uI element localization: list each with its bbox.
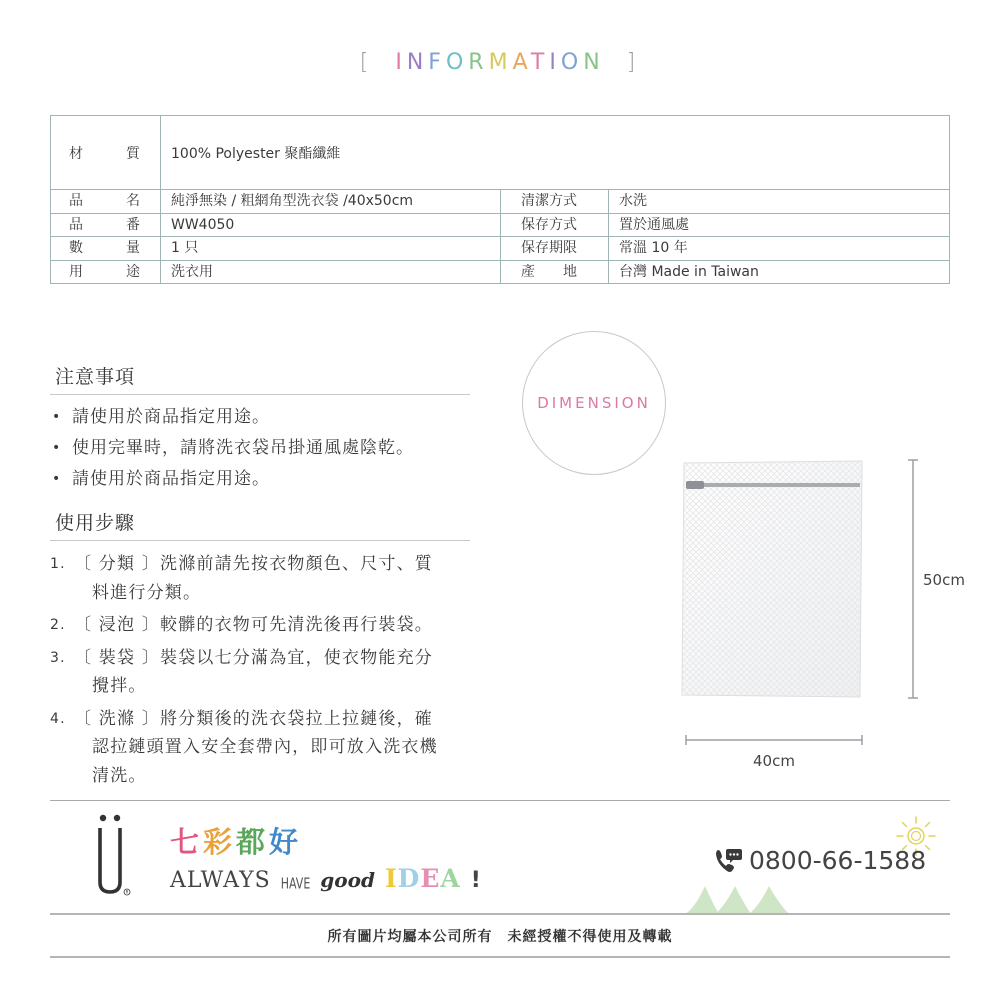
rainbow-char-1: 彩 [203,825,237,859]
step-number: 3. [50,649,66,666]
information-letter-5: M [488,50,513,75]
spec-label: 用 途 [51,261,161,284]
list-item: • 請使用於商品指定用途。 [52,464,414,495]
spec-label: 品 番 [51,214,161,237]
notes-list [52,402,414,495]
list-item: 4. 〔 洗滌 〕將分類後的洗衣袋拉上拉鏈後，確 認拉鏈頭置入安全套帶內，即可放入洗衣機 清洗。 [50,705,480,791]
spec-label: 材 質 [51,116,161,189]
spec-label: 數 量 [51,237,161,260]
idea-letter-3: A [440,864,461,893]
rainbow-char-2: 都 [236,825,270,859]
list-item: • 請使用於商品指定用途。 [52,402,414,433]
information-letter-3: O [445,50,469,75]
information-header [0,50,1000,75]
rainbow-slogan [170,820,302,861]
spec-row [51,213,949,237]
footer-divider-bottom [50,956,950,958]
spec-row-material [51,116,949,189]
steps-list [50,550,480,794]
information-letter-4: R [468,50,489,75]
spec-table [50,115,950,284]
tagline-good: good [320,868,375,892]
footer-divider-top [50,800,950,801]
bullet-icon: • [52,471,62,487]
footer-divider-mid [50,913,950,915]
width-label: 40cm [753,752,795,770]
brand-logo-icon [92,812,132,898]
information-letter-10: N [583,50,605,75]
list-item: 3. 〔 裝袋 〕裝袋以七分滿為宜，使衣物能充分 攪拌。 [50,644,480,701]
laundry-bag-image [678,459,866,699]
height-dimension-line [905,459,921,699]
dimension-title: DIMENSION [537,394,651,412]
spec-label-2: 保存方式 [501,214,609,237]
spec-label-2: 保存期限 [501,237,609,260]
information-letter-1: N [406,50,429,75]
tagline-bang: ! [470,868,481,893]
svg-text:R: R [125,889,129,895]
spec-row [51,189,949,213]
information-letter-6: A [512,50,531,75]
step-number: 4. [50,710,66,727]
spec-value-2: 置於通風處 [619,216,689,233]
information-title [395,50,604,75]
information-letter-0: I [395,50,407,75]
spec-value-2: 台灣 Made in Taiwan [619,263,759,280]
spec-value: 純淨無染 / 粗網角型洗衣袋 /40x50cm [161,190,501,213]
information-letter-2: F [428,50,446,75]
spec-value: 1 只 [161,237,501,260]
idea-letter-0: I [384,864,398,893]
rainbow-char-3: 好 [269,825,303,859]
spec-value: 洗衣用 [161,261,501,284]
steps-divider [50,540,470,541]
phone-icon [713,847,743,875]
spec-label: 品 名 [51,190,161,213]
information-letter-8: I [549,50,561,75]
hills-decoration-icon [685,880,800,914]
phone-contact[interactable] [713,846,926,875]
copyright-notice: 所有圖片均屬本公司所有 未經授權不得使用及轉載 [327,929,673,945]
idea-letter-2: E [420,864,441,893]
spec-label-2: 產 地 [501,261,609,284]
list-item: 1. 〔 分類 〕洗滌前請先按衣物顏色、尺寸、質 料進行分類。 [50,550,480,607]
bracket-close: ] [626,50,641,75]
list-item: 2. 〔 浸泡 〕較髒的衣物可先清洗後再行裝袋。 [50,611,480,640]
dimension-badge [522,331,666,475]
rainbow-char-0: 七 [170,825,204,859]
notes-divider [50,394,470,395]
bracket-open: [ [359,50,374,75]
information-letter-9: O [560,50,584,75]
spec-label-2: 清潔方式 [501,190,609,213]
step-number: 1. [50,556,66,572]
tagline-always: ALWAYS [170,868,271,893]
notes-title: 注意事項 [55,366,136,388]
spec-value: WW4050 [161,214,501,237]
steps-title: 使用步驟 [55,512,136,534]
idea-letter-1: D [397,864,421,893]
step-number: 2. [50,617,66,633]
spec-value: 100% Polyester 聚酯纖維 [171,146,341,162]
tagline-idea [385,864,461,893]
spec-row [51,236,949,260]
bullet-icon: • [52,440,62,456]
width-dimension-line [685,732,863,748]
list-item: • 使用完畢時，請將洗衣袋吊掛通風處陰乾。 [52,433,414,464]
spec-value-2: 常溫 10 年 [619,240,688,256]
tagline-have: HAVE [280,874,311,893]
information-letter-7: T [530,50,550,75]
spec-row [51,260,949,284]
phone-number: 0800-66-1588 [749,846,927,875]
bullet-icon: • [52,409,62,425]
spec-value-2: 水洗 [619,193,647,209]
brand-tagline [170,864,481,893]
height-label: 50cm [923,571,965,589]
